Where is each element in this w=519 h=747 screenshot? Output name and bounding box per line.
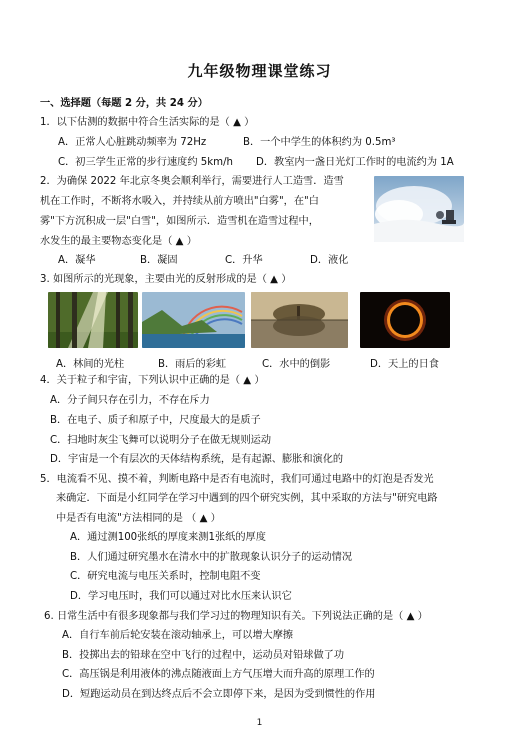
rainbow-image [142, 292, 245, 348]
q6-option-c: C．高压锅是利用液体的沸点随液面上方气压增大而升高的原理工作的 [62, 669, 375, 680]
q2-line-2: 机在工作时，不断将水吸入，并持续从前方喷出"白雾"，在"白 [40, 196, 319, 207]
q4-option-b: B．在电子、质子和原子中，尺度最大的是质子 [50, 415, 261, 426]
q2-line-1: 2．为确保 2022 年北京冬奥会顺利举行，需要进行人工造雪．造雪 [40, 176, 344, 187]
section-heading: 一、选择题（每题 2 分，共 24 分） [40, 98, 208, 109]
snow-machine-image [374, 176, 464, 242]
q1-option-c: C．初三学生正常的步行速度约 5km/h [58, 157, 233, 168]
q6-option-d: D．短跑运动员在到达终点后不会立即停下来，是因为受到惯性的作用 [62, 689, 376, 700]
q6-option-b: B．投掷出去的铅球在空中飞行的过程中，运动员对铅球做了功 [62, 650, 345, 661]
q3-stem: 3. 如图所示的光现象，主要由光的反射形成的是（ ▲ ） [40, 274, 292, 285]
q3-option-b: B．雨后的彩虹 [158, 359, 227, 370]
q1-option-b: B．一个中学生的体积约为 0.5m³ [243, 137, 396, 148]
q6-option-a: A．自行车前后轮安装在滚动轴承上，可以增大摩擦 [62, 630, 294, 641]
q5-line-1: 5．电流看不见、摸不着，判断电路中是否有电流时，我们可通过电路中的灯泡是否发光 [40, 474, 434, 485]
q5-line-2: 来确定．下面是小红同学在学习中遇到的四个研究实例，其中采取的方法与"研究电路 [56, 493, 438, 504]
forest-light-image [48, 292, 138, 348]
q2-option-b: B．凝固 [140, 255, 178, 266]
reflection-image [251, 292, 348, 348]
eclipse-image [360, 292, 450, 348]
q4-option-c: C．扫地时灰尘飞舞可以说明分子在做无规则运动 [50, 435, 272, 446]
q5-option-b: B．人们通过研究墨水在清水中的扩散现象认识分子的运动情况 [70, 552, 353, 563]
q2-option-a: A．凝华 [58, 255, 96, 266]
q5-option-c: C．研究电流与电压关系时，控制电阻不变 [70, 571, 261, 582]
q5-option-d: D．学习电压时，我们可以通过对比水压来认识它 [70, 591, 292, 602]
q3-option-c: C．水中的倒影 [262, 359, 331, 370]
q2-line-3: 雾"下方沉积成一层"白雪"，如图所示．造雪机在造雪过程中， [40, 216, 319, 227]
page-number: 1 [256, 718, 263, 728]
q5-option-a: A．通过测100张纸的厚度来测1张纸的厚度 [70, 532, 266, 543]
q4-option-a: A．分子间只存在引力，不存在斥力 [50, 395, 210, 406]
q1-option-d: D．教室内一盏日光灯工作时的电流约为 1A [256, 157, 454, 168]
q5-line-3: 中是否有电流"方法相同的是 （ ▲ ） [56, 513, 221, 524]
q2-line-4: 水发生的最主要物态变化是（ ▲ ） [40, 236, 197, 247]
q2-option-d: D．液化 [310, 255, 349, 266]
q4-option-d: D．宇宙是一个有层次的天体结构系统，是有起源、膨胀和演化的 [50, 454, 344, 465]
page-title: 九年级物理课堂练习 [187, 62, 332, 80]
q6-stem: 6. 日常生活中有很多现象都与我们学习过的物理知识有关。下列说法正确的是（ ▲ ） [44, 611, 428, 622]
q3-option-a: A．林间的光柱 [56, 359, 125, 370]
q1-option-a: A．正常人心脏跳动频率为 72Hz [58, 137, 207, 148]
q2-option-c: C．升华 [225, 255, 263, 266]
q1-stem: 1．以下估测的数据中符合生活实际的是（ ▲ ） [40, 117, 255, 128]
q3-option-d: D．天上的日食 [370, 359, 439, 370]
q4-stem: 4．关于粒子和宇宙，下列认识中正确的是（ ▲ ） [40, 375, 265, 386]
